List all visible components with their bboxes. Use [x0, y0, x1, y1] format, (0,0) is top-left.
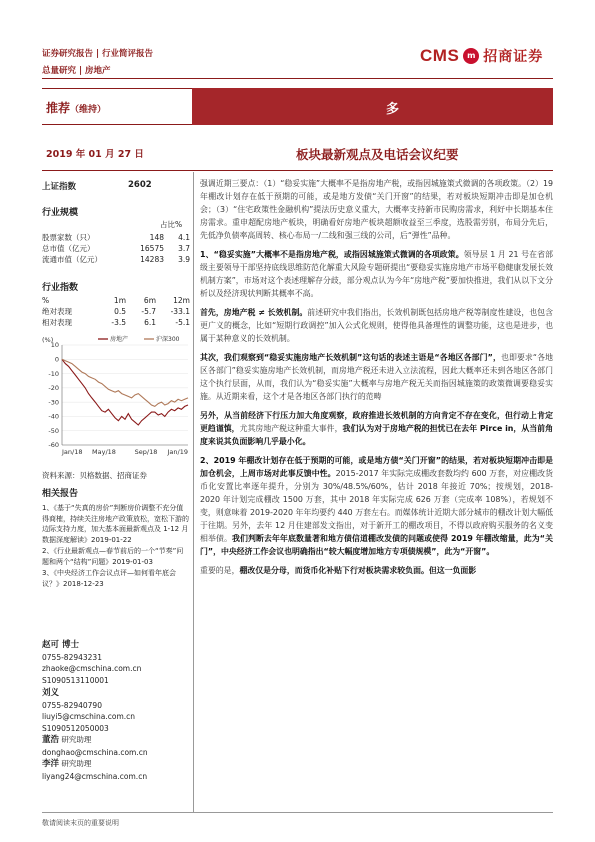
table-row — [42, 317, 190, 328]
chart-source: 资料来源：贝格数据、招商证券 — [42, 471, 147, 480]
series-line-0 — [62, 359, 188, 425]
table-row — [42, 254, 190, 265]
scale-title: 行业规模 — [42, 208, 79, 218]
scale-pct: 4.1 — [178, 233, 190, 242]
scale-name: 总市值（亿元） — [42, 244, 95, 253]
body-paragraph-3 — [200, 351, 553, 403]
y-tick-label: 0 — [54, 355, 59, 364]
index-value: 2602 — [128, 180, 152, 190]
list-item[interactable]: 2、《行业最新观点—春节前后的一个“节奏”问题和两个“结构”问题》2019-01-03 — [42, 547, 184, 566]
body-paragraph-5 — [200, 454, 553, 558]
scale-value: 148 — [149, 233, 164, 242]
analyst-name: 董浩 — [42, 735, 60, 745]
analyst-email[interactable]: liuyi5@cmschina.com.cn — [42, 712, 136, 721]
rating-qualifier: （维持） — [70, 105, 107, 115]
analyst-email[interactable]: donghao@cmschina.com.cn — [42, 747, 148, 757]
report-category-line: 总量研究 | 房地产 — [42, 66, 111, 76]
lead-text: 另外，从当前经济下行压力加大角度观察，政府推进长效机制的方向肯定不存在变化，但行动上肯定更趋谨慎， — [200, 411, 553, 433]
analyst-phone: 0755-82943231 — [42, 652, 102, 662]
report-title: 板块最新观点及电话会议纪要 — [296, 147, 459, 162]
scale-value: 14283 — [140, 255, 164, 264]
analyst-cert: S1090513110001 — [42, 675, 109, 685]
analyst-email[interactable]: zhaoke@cmschina.com.cn — [42, 664, 142, 673]
body-text: 重要的是， — [200, 566, 240, 575]
perf-header-12m: 12m — [173, 296, 190, 305]
body-paragraph-2 — [200, 306, 553, 345]
logo-cms-text: CMS — [420, 46, 460, 65]
y-tick-label: -40 — [48, 412, 59, 421]
table-row — [42, 295, 190, 306]
scale-table — [42, 232, 190, 265]
scale-pct: 3.9 — [178, 255, 190, 264]
logo-cn-text: 招商证券 — [483, 49, 544, 65]
y-tick-label: -10 — [48, 369, 59, 378]
x-tick-label: Sep/18 — [134, 448, 158, 456]
perf-table — [42, 295, 190, 328]
y-tick-label: 10 — [50, 341, 59, 350]
y-axis-label: (%) — [42, 336, 54, 344]
lead-text: 1、“稳妥实施”大概率不是指房地产税，或指因城施策式微调的各项政策。 — [200, 250, 464, 259]
scale-value: 16575 — [140, 244, 164, 253]
perf-v1: -3.5 — [111, 318, 126, 327]
scale-header: 占比% — [160, 220, 183, 229]
perf-v2: -5.7 — [141, 307, 156, 316]
list-item[interactable]: 1、《基于“失真的房价”判断房价调整不充分值得商榷，持续关注房地产政策放松，宽松下游的边际支持力度，加大基本面最新观点及 1-12 月数据深度解读》2019-01-22 — [42, 504, 189, 544]
lead-text: 2、2019 年棚改计划存在低于预期的可能，或是地方债“关门开窗”的结果，若对板块短期冲击即是加仓机会，上周市场对此事反馈中性。 — [200, 456, 553, 478]
rating-band — [192, 88, 553, 125]
emphasis-text: 我们判断去年年底数量著和地方债信道棚改发债的问题或使得 2019 年棚改缩量，此为“关门”，中央经济工作会议也明确指出“较大幅度增加地方专项债规模”，此为“开窗”。 — [200, 534, 553, 556]
scale-name: 流通市值（亿元） — [42, 255, 102, 264]
perf-title: 行业指数 — [42, 283, 79, 293]
report-type-line: 证券研究报告 | 行业简评报告 — [42, 49, 154, 59]
analyst-name: 李洋 — [42, 759, 60, 769]
analyst-phone: 0755-82940790 — [42, 700, 102, 710]
scale-name: 股票家数（只） — [42, 233, 95, 242]
scale-pct: 3.7 — [178, 244, 190, 253]
footer-rule — [42, 812, 553, 813]
body-paragraph-1 — [200, 248, 553, 300]
body-paragraph-6 — [200, 564, 553, 577]
y-tick-label: -60 — [48, 441, 59, 450]
analyst-cert: S1090512050003 — [42, 723, 109, 733]
legend-label-1: 沪深300 — [156, 336, 180, 343]
perf-header-6m: 6m — [143, 296, 156, 305]
body-text: 前述研究中我们指出，长效机制既包括房地产税等制度性建设，也包含更广义的概念，比如“短期行政调控”加入公式化规则，使得他具备理性的调整功能，这也是进步，也属于某种意义的长效机制。 — [200, 308, 553, 343]
title-rule — [42, 170, 553, 171]
perf-header-unit: % — [42, 296, 50, 305]
list-item[interactable]: 3、《中央经济工作会议点评—如何看年底会议？》2018-12-23 — [42, 569, 176, 588]
emphasis-text: 我们认为对于房地产税的担忧已在去年 Pirce in，从当前角度来说其负面影响几乎最小化。 — [200, 424, 553, 446]
perf-v3: -33.1 — [170, 307, 190, 316]
body-text: 尤其房地产税这种重大事件， — [239, 424, 343, 433]
table-row — [42, 232, 190, 243]
analyst-role: 研究助理 — [61, 735, 92, 744]
body-paragraph-4 — [200, 409, 553, 448]
table-row — [42, 306, 190, 317]
lead-text: 首先，房地产税 ≠ 长效机制。 — [200, 308, 308, 317]
table-row — [42, 243, 190, 254]
analyst-email[interactable]: liyang24@cmschina.com.cn — [42, 771, 148, 781]
analyst-name: 刘义 — [42, 688, 60, 698]
performance-chart — [40, 333, 192, 463]
intro-paragraph: 强调近期三要点：（1）“稳妥实施”大概率不是指房地产税，或指因城施策式微调的各项政策。（2）19 年棚改计划存在低于预期的可能，或是地方发债“关门开窗”的结果，若对板块短期冲击即是加仓机会；（3）“住宅政策性金融机构”提法历史意义重大，大概率支持新市民购房需求，利好中长期基本住房需求。重申超配房地产板块，明确看好房地产板块超额收益至三季度，选股需労别，布局分先后，先低净负债率高周转、核心布局一/二线和强三线的公司，后“弹性”品种。 — [200, 179, 553, 240]
related-title: 相关报告 — [42, 489, 79, 499]
analyst-name: 赵可 博士 — [42, 640, 79, 650]
legend-label-0: 房地产 — [110, 336, 129, 343]
analyst-block — [42, 640, 190, 782]
report-date: 2019 年 01 月 27 日 — [46, 149, 144, 160]
body-text: 2015-2017 年实际完成棚改套数均约 600 万套，对应棚改货币化安置比率逐年提升，分别为 30%/48.5%/60%，估计 2018 年接近 70%；按规划，2018-2020 年计划完成棚改 1500 万套，其中 2018 年实际完成 626 万套（完成率 108%），若规划不变，则意味着 2019-2020 年年均要约 440 万套左右。而媒体统计近期大部分城市的棚改计划大幅低于往期。另外，去年 12 月住建部发文指出，对于新开工的棚改项目，不得以政府购买服务的名义变相举债。 — [200, 469, 553, 543]
rating-word: 多 — [386, 102, 400, 117]
body-text: 也即要求“各地区各部门”稳妥实施房地产长效机制，而房地产税还未进入立法流程，因此大概率还未到各地区各部门这个执行层面，从而，我们认为“稳妥实施”大概率与房地产税无关而指因城施策的政策微调要稳妥实施。从近期来看，这个才是各地区各部门执行的范畴 — [200, 353, 554, 401]
y-tick-label: -30 — [48, 398, 59, 407]
perf-v3: -5.1 — [175, 318, 190, 327]
x-tick-label: May/18 — [92, 448, 116, 456]
related-list — [42, 503, 190, 589]
analyst-role: 研究助理 — [61, 759, 92, 768]
perf-name: 绝对表现 — [42, 307, 72, 316]
rating-label: 推荐 — [46, 101, 71, 115]
perf-name: 相对表现 — [42, 318, 72, 327]
perf-v1: 0.5 — [114, 307, 126, 316]
perf-header-1m: 1m — [113, 296, 126, 305]
header-rule — [42, 78, 553, 79]
rating — [46, 99, 106, 116]
logo-badge-icon: m — [463, 48, 479, 64]
sidebar-divider — [193, 172, 194, 812]
footer-note: 敬请阅读末页的重要说明 — [42, 819, 119, 827]
body-text: 领导层 1 月 21 号在省部级主要领导干部坚持底线思维防范化解重大风险专题研提出“要稳妥实施房地产市场平稳健康发展长效机制方案”，市场对这个表述理解存分歧，部分观点认为今年“房地产税”要加快推进，我们从以下文分析以及经济现状判断其概率不高。 — [200, 250, 553, 298]
rating-box — [42, 88, 192, 125]
index-label: 上证指数 — [42, 182, 77, 192]
y-tick-label: -50 — [48, 426, 59, 435]
perf-v2: 6.1 — [144, 318, 156, 327]
y-tick-label: -20 — [48, 384, 59, 393]
x-tick-label: Jan/19 — [167, 448, 188, 456]
x-tick-label: Jan/18 — [62, 448, 83, 456]
emphasis-text: 棚改仅是分母，而货币化补贴下行对板块需求较负面。但这一负面影 — [239, 566, 477, 575]
lead-text: 其次，我们观察到“稳妥实施房地产长效机制”这句话的表述主语是“各地区各部门”， — [200, 353, 501, 362]
main-body — [200, 177, 553, 577]
logo — [420, 46, 543, 66]
